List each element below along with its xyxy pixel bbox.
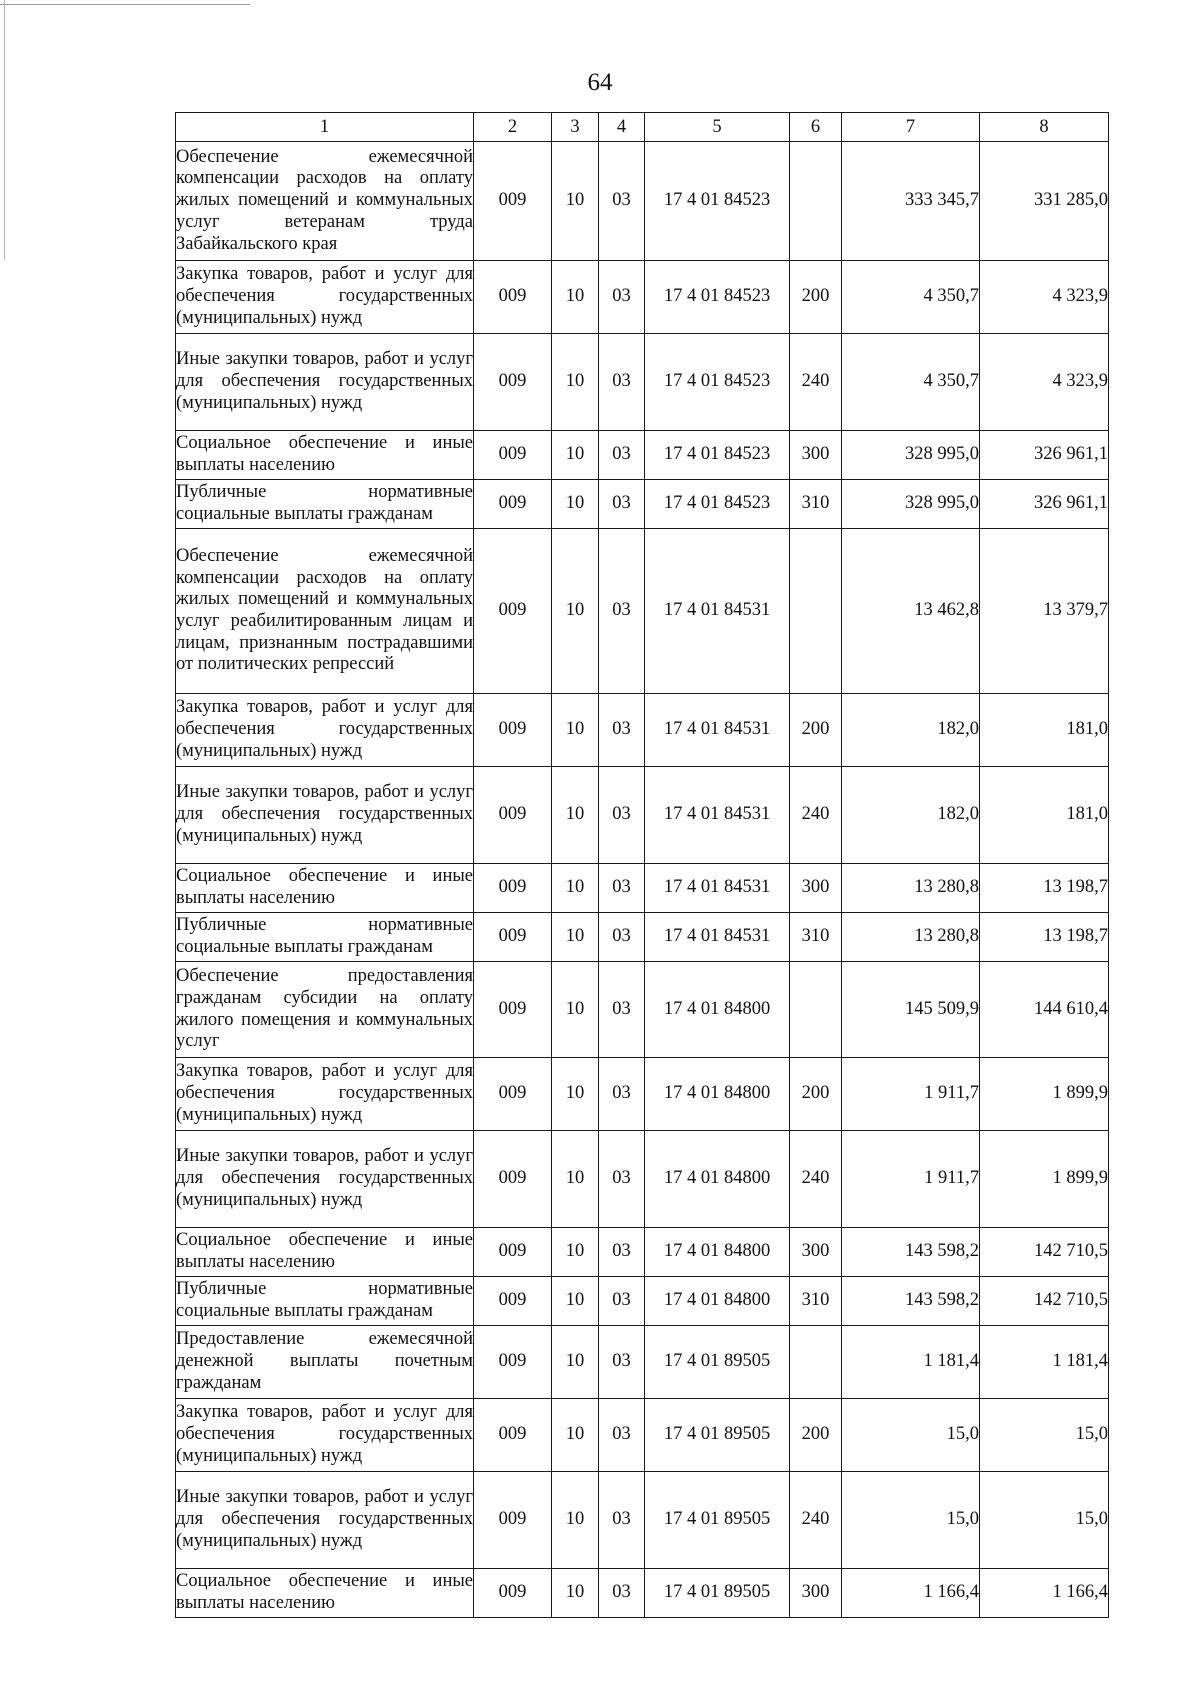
cell-amount-year-2: 142 710,5 [980,1228,1109,1277]
table-row [176,1228,1109,1277]
cell-amount-year-2: 13 198,7 [980,913,1109,962]
cell-amount-year-2: 326 961,1 [980,431,1109,480]
table-row [176,913,1109,962]
cell-amount-year-1: 328 995,0 [842,480,980,529]
cell-amount-year-1: 1 911,7 [842,1058,980,1131]
cell-expense-name: Иные закупки товаров, работ и услуг для обеспечения государственных (муниципальных) нужд [176,767,474,864]
cell-subsection-code: 03 [599,1131,645,1228]
cell-target-article: 17 4 01 84523 [645,261,790,334]
table-row [176,962,1109,1058]
table-header-row [176,113,1109,142]
cell-expense-name: Социальное обеспечение и иные выплаты населению [176,1228,474,1277]
table-row [176,1399,1109,1472]
cell-expense-type: 240 [790,1472,842,1569]
cell-ministry-code: 009 [474,1131,552,1228]
cell-section-code: 10 [552,1472,599,1569]
cell-ministry-code: 009 [474,480,552,529]
cell-section-code: 10 [552,913,599,962]
cell-amount-year-1: 182,0 [842,767,980,864]
cell-ministry-code: 009 [474,261,552,334]
cell-expense-type: 240 [790,1131,842,1228]
cell-section-code: 10 [552,962,599,1058]
table-row [176,694,1109,767]
cell-target-article: 17 4 01 84531 [645,529,790,694]
column-header: 4 [599,113,645,142]
cell-ministry-code: 009 [474,1326,552,1399]
cell-amount-year-1: 333 345,7 [842,142,980,261]
table-row [176,1472,1109,1569]
cell-subsection-code: 03 [599,1326,645,1399]
cell-section-code: 10 [552,694,599,767]
cell-expense-type: 200 [790,694,842,767]
cell-subsection-code: 03 [599,261,645,334]
cell-subsection-code: 03 [599,334,645,431]
column-header: 5 [645,113,790,142]
cell-ministry-code: 009 [474,1569,552,1618]
cell-expense-name: Иные закупки товаров, работ и услуг для обеспечения государственных (муниципальных) нужд [176,1472,474,1569]
cell-expense-type [790,142,842,261]
cell-amount-year-2: 1 899,9 [980,1058,1109,1131]
cell-amount-year-2: 1 899,9 [980,1131,1109,1228]
cell-target-article: 17 4 01 84523 [645,480,790,529]
cell-amount-year-1: 13 280,8 [842,864,980,913]
cell-subsection-code: 03 [599,1569,645,1618]
cell-subsection-code: 03 [599,962,645,1058]
cell-amount-year-1: 1 166,4 [842,1569,980,1618]
cell-expense-type [790,962,842,1058]
cell-target-article: 17 4 01 84800 [645,1058,790,1131]
column-header: 6 [790,113,842,142]
cell-expense-name: Иные закупки товаров, работ и услуг для обеспечения государственных (муниципальных) нужд [176,1131,474,1228]
table-row [176,1131,1109,1228]
cell-target-article: 17 4 01 84800 [645,1277,790,1326]
column-header: 1 [176,113,474,142]
cell-subsection-code: 03 [599,767,645,864]
cell-section-code: 10 [552,1228,599,1277]
cell-expense-type [790,529,842,694]
cell-amount-year-1: 145 509,9 [842,962,980,1058]
cell-expense-name: Публичные нормативные социальные выплаты гражданам [176,480,474,529]
table-row [176,1277,1109,1326]
page-number: 64 [587,69,613,96]
cell-target-article: 17 4 01 84800 [645,1228,790,1277]
cell-section-code: 10 [552,1277,599,1326]
cell-amount-year-1: 15,0 [842,1472,980,1569]
cell-ministry-code: 009 [474,1228,552,1277]
cell-subsection-code: 03 [599,1277,645,1326]
cell-target-article: 17 4 01 89505 [645,1399,790,1472]
cell-amount-year-1: 1 911,7 [842,1131,980,1228]
cell-subsection-code: 03 [599,529,645,694]
cell-section-code: 10 [552,1326,599,1399]
cell-section-code: 10 [552,334,599,431]
cell-expense-name: Закупка товаров, работ и услуг для обеспечения государственных (муниципальных) нужд [176,1399,474,1472]
cell-expense-type: 200 [790,1058,842,1131]
cell-expense-name: Социальное обеспечение и иные выплаты населению [176,864,474,913]
cell-target-article: 17 4 01 84531 [645,864,790,913]
cell-amount-year-1: 15,0 [842,1399,980,1472]
cell-subsection-code: 03 [599,431,645,480]
cell-amount-year-2: 144 610,4 [980,962,1109,1058]
cell-amount-year-1: 4 350,7 [842,334,980,431]
cell-amount-year-1: 13 462,8 [842,529,980,694]
cell-amount-year-2: 331 285,0 [980,142,1109,261]
cell-ministry-code: 009 [474,529,552,694]
cell-section-code: 10 [552,480,599,529]
cell-ministry-code: 009 [474,1399,552,1472]
table-row [176,142,1109,261]
cell-expense-name: Обеспечение ежемесячной компенсации расходов на оплату жилых помещений и коммунальных услуг ветеранам труда Забайкальского края [176,142,474,261]
column-header: 7 [842,113,980,142]
cell-ministry-code: 009 [474,334,552,431]
table-row [176,767,1109,864]
cell-amount-year-2: 15,0 [980,1399,1109,1472]
table-row [176,431,1109,480]
cell-expense-type: 200 [790,1399,842,1472]
cell-ministry-code: 009 [474,142,552,261]
cell-section-code: 10 [552,529,599,694]
cell-subsection-code: 03 [599,1399,645,1472]
cell-subsection-code: 03 [599,1472,645,1569]
cell-target-article: 17 4 01 84523 [645,334,790,431]
cell-expense-name: Публичные нормативные социальные выплаты гражданам [176,1277,474,1326]
table-row [176,864,1109,913]
cell-ministry-code: 009 [474,962,552,1058]
cell-amount-year-2: 181,0 [980,694,1109,767]
cell-ministry-code: 009 [474,864,552,913]
cell-ministry-code: 009 [474,1277,552,1326]
table-row [176,261,1109,334]
cell-amount-year-2: 13 198,7 [980,864,1109,913]
cell-ministry-code: 009 [474,1058,552,1131]
cell-subsection-code: 03 [599,913,645,962]
column-header: 2 [474,113,552,142]
cell-subsection-code: 03 [599,1228,645,1277]
cell-expense-type: 310 [790,913,842,962]
cell-amount-year-2: 13 379,7 [980,529,1109,694]
table-row [176,529,1109,694]
cell-amount-year-2: 1 181,4 [980,1326,1109,1399]
cell-subsection-code: 03 [599,480,645,529]
cell-section-code: 10 [552,1058,599,1131]
column-header: 8 [980,113,1109,142]
cell-expense-name: Социальное обеспечение и иные выплаты населению [176,1569,474,1618]
cell-target-article: 17 4 01 89505 [645,1569,790,1618]
cell-ministry-code: 009 [474,694,552,767]
scan-edge-line-top [0,4,250,5]
cell-section-code: 10 [552,1399,599,1472]
cell-amount-year-2: 4 323,9 [980,334,1109,431]
cell-expense-name: Предоставление ежемесячной денежной выплаты почетным гражданам [176,1326,474,1399]
cell-ministry-code: 009 [474,913,552,962]
cell-target-article: 17 4 01 89505 [645,1326,790,1399]
cell-expense-name: Закупка товаров, работ и услуг для обеспечения государственных (муниципальных) нужд [176,694,474,767]
cell-expense-name: Публичные нормативные социальные выплаты гражданам [176,913,474,962]
cell-target-article: 17 4 01 84531 [645,767,790,864]
cell-expense-name: Обеспечение предоставления гражданам субсидии на оплату жилого помещения и коммунальных услуг [176,962,474,1058]
cell-expense-type: 240 [790,767,842,864]
cell-target-article: 17 4 01 84800 [645,962,790,1058]
cell-target-article: 17 4 01 89505 [645,1472,790,1569]
cell-expense-type: 310 [790,480,842,529]
cell-expense-type: 200 [790,261,842,334]
scan-edge-line-left [4,0,5,260]
cell-amount-year-2: 4 323,9 [980,261,1109,334]
cell-amount-year-2: 142 710,5 [980,1277,1109,1326]
table-row [176,334,1109,431]
cell-amount-year-2: 15,0 [980,1472,1109,1569]
table-row [176,480,1109,529]
cell-subsection-code: 03 [599,142,645,261]
cell-section-code: 10 [552,1131,599,1228]
cell-section-code: 10 [552,864,599,913]
table-row [176,1569,1109,1618]
cell-amount-year-2: 1 166,4 [980,1569,1109,1618]
cell-expense-type: 300 [790,1569,842,1618]
table-row [176,1058,1109,1131]
cell-subsection-code: 03 [599,1058,645,1131]
cell-expense-name: Иные закупки товаров, работ и услуг для обеспечения государственных (муниципальных) нужд [176,334,474,431]
cell-expense-name: Закупка товаров, работ и услуг для обеспечения государственных (муниципальных) нужд [176,261,474,334]
cell-amount-year-1: 143 598,2 [842,1277,980,1326]
cell-amount-year-2: 326 961,1 [980,480,1109,529]
cell-ministry-code: 009 [474,767,552,864]
cell-ministry-code: 009 [474,431,552,480]
cell-expense-type: 310 [790,1277,842,1326]
column-header: 3 [552,113,599,142]
cell-expense-name: Социальное обеспечение и иные выплаты населению [176,431,474,480]
cell-section-code: 10 [552,261,599,334]
cell-amount-year-2: 181,0 [980,767,1109,864]
budget-table [175,112,1109,1618]
cell-target-article: 17 4 01 84523 [645,142,790,261]
cell-expense-type: 240 [790,334,842,431]
cell-amount-year-1: 4 350,7 [842,261,980,334]
cell-ministry-code: 009 [474,1472,552,1569]
cell-section-code: 10 [552,767,599,864]
cell-expense-type: 300 [790,431,842,480]
cell-section-code: 10 [552,431,599,480]
cell-amount-year-1: 1 181,4 [842,1326,980,1399]
cell-target-article: 17 4 01 84523 [645,431,790,480]
cell-expense-type: 300 [790,864,842,913]
cell-section-code: 10 [552,142,599,261]
cell-amount-year-1: 143 598,2 [842,1228,980,1277]
cell-subsection-code: 03 [599,694,645,767]
table-body [176,142,1109,1618]
cell-expense-name: Закупка товаров, работ и услуг для обеспечения государственных (муниципальных) нужд [176,1058,474,1131]
cell-amount-year-1: 328 995,0 [842,431,980,480]
cell-subsection-code: 03 [599,864,645,913]
cell-target-article: 17 4 01 84531 [645,913,790,962]
table-row [176,1326,1109,1399]
cell-expense-type: 300 [790,1228,842,1277]
cell-target-article: 17 4 01 84800 [645,1131,790,1228]
cell-expense-name: Обеспечение ежемесячной компенсации расходов на оплату жилых помещений и коммунальных услуг реабилитированным лицам и лицам, признанным пострадавшими от политических репрессий [176,529,474,694]
cell-amount-year-1: 13 280,8 [842,913,980,962]
cell-section-code: 10 [552,1569,599,1618]
cell-amount-year-1: 182,0 [842,694,980,767]
cell-expense-type [790,1326,842,1399]
cell-target-article: 17 4 01 84531 [645,694,790,767]
